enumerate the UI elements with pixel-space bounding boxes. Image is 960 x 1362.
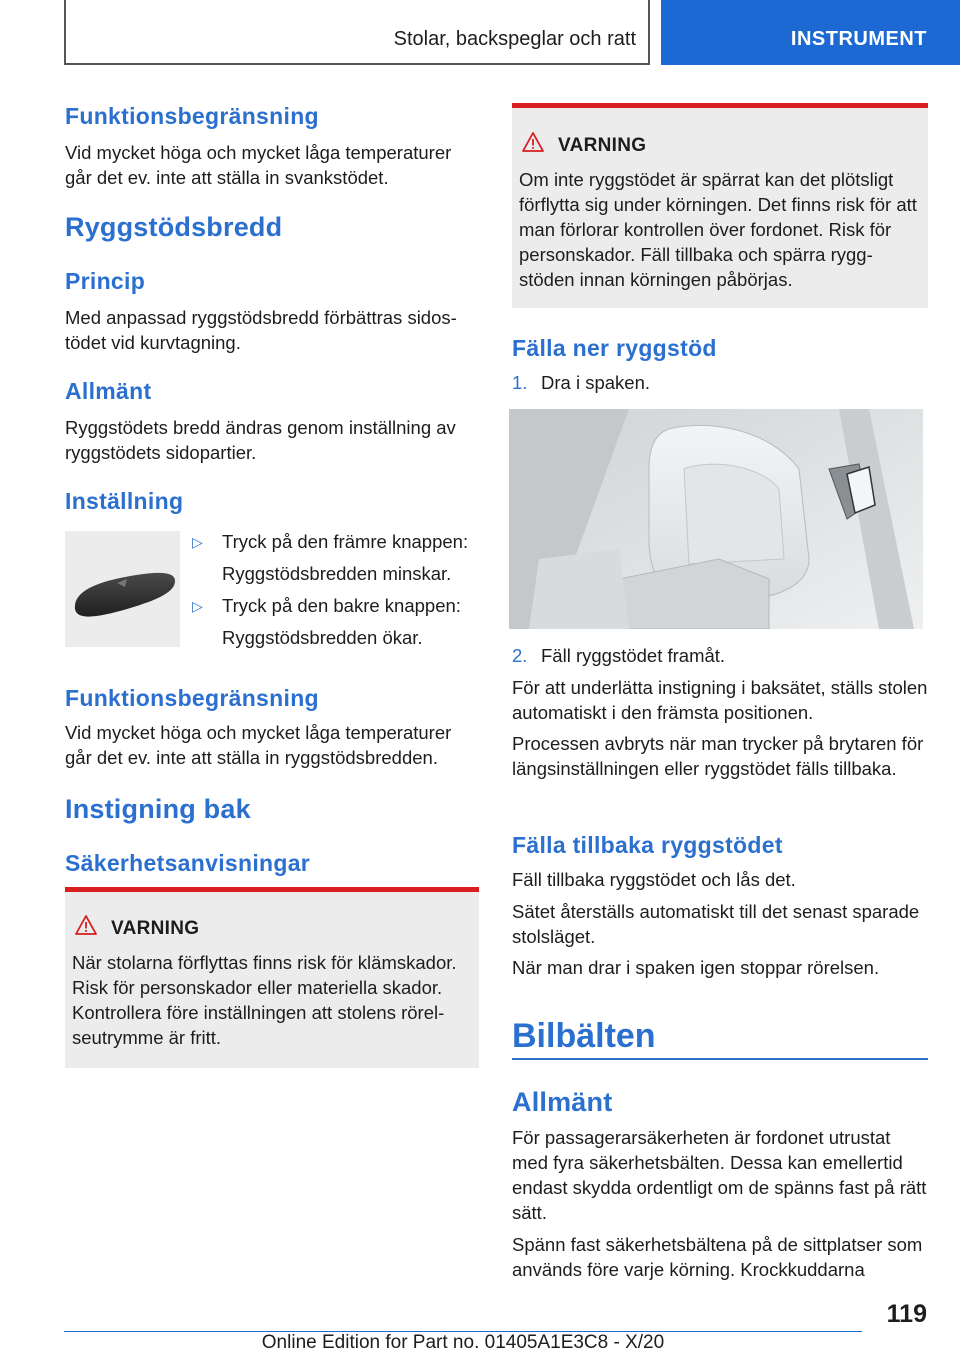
paragraph-underlatta: För att underlätta instigning i baksätet, ställs stolen automatiskt i den främsta positionen. — [512, 677, 928, 723]
heading-installning: Inställning — [65, 488, 184, 514]
paragraph-funktionsbegransning-1: Vid mycket höga och mycket låga temperaturer går det ev. inte att ställa in svankstödet. — [65, 142, 452, 188]
step-number: 1. — [512, 372, 528, 393]
heading-falla-tillbaka: Fälla tillbaka ryggstödet — [512, 832, 783, 858]
warning-box-left — [65, 887, 479, 1068]
heading-bilbalten: Bilbälten — [512, 1017, 656, 1055]
warning-box-right — [512, 103, 928, 308]
paragraph-satet: Sätet återställs automatiskt till det senast sparade stolsläget. — [512, 901, 920, 947]
heading-rule — [512, 1058, 928, 1060]
paragraph-spann: Spänn fast säkerhetsbältena på de sittplatser som används före varje körning. Krockkuddarna — [512, 1234, 923, 1280]
step-text: Fäll ryggstödet framåt. — [541, 645, 726, 666]
heading-sakerhetsanvisningar: Säkerhetsanvisningar — [65, 850, 311, 876]
backrest-width-button-illustration — [65, 531, 180, 647]
header-chapter-tab[interactable]: INSTRUMENT — [661, 0, 960, 65]
warning-title: VARNING — [558, 135, 647, 156]
rear-seat-photo — [509, 409, 923, 629]
warning-text: Om inte ryggstödet är spärrat kan det plötsligt förflytta sig under körningen. Det finns risk för att man förlorar kontrollen över fordonet. Risk för personskador. Fäll tillbaka och spärra ryggstöden innan körningen påbörjas. — [519, 169, 917, 290]
warning-triangle-icon — [75, 915, 97, 935]
heading-allmant-2: Allmänt — [512, 1087, 613, 1117]
heading-princip: Princip — [65, 268, 146, 294]
heading-allmant: Allmänt — [65, 378, 152, 404]
list-item-front-result: Ryggstödsbredden minskar. — [222, 563, 452, 584]
header-frame-bottom — [64, 63, 650, 65]
paragraph-processen: Processen avbryts när man trycker på brytaren för längsinställningen eller ryggstödet fälls tillbaka. — [512, 733, 924, 779]
heading-ryggstodsbredd: Ryggstödsbredd — [65, 212, 283, 242]
list-item-rear-button: Tryck på den bakre knappen: — [222, 595, 461, 616]
step-number: 2. — [512, 645, 528, 666]
heading-funktionsbegransning-1: Funktionsbegränsning — [65, 103, 319, 129]
step-text: Dra i spaken. — [541, 372, 650, 393]
header-frame-right — [648, 0, 650, 64]
heading-instigning-bak: Instigning bak — [65, 794, 251, 824]
warning-text: När stolarna förflyttas finns risk för klämskador. Risk för personskador eller materiella skador. Kontrollera före inställningen att stolens rörelseutrymme är fritt. — [72, 952, 457, 1048]
paragraph-fall-tillbaka: Fäll tillbaka ryggstödet och lås det. — [512, 869, 796, 890]
page-number: 119 — [886, 1300, 927, 1328]
list-item-front-button: Tryck på den främre knappen: — [222, 531, 469, 552]
warning-title: VARNING — [111, 918, 200, 939]
header-section-title: Stolar, backspeglar och ratt — [393, 28, 636, 50]
warning-triangle-icon — [522, 132, 544, 152]
paragraph-passagerar: För passagerarsäkerheten är fordonet utrustat med fyra säkerhetsbälten. Dessa kan emellertid endast skydda ordentligt om de spänns fast på rätt sätt. — [512, 1127, 927, 1223]
paragraph-princip: Med anpassad ryggstödsbredd förbättras sidostödet vid kurvtagning. — [65, 307, 457, 353]
paragraph-spaken: När man drar i spaken igen stoppar rörelsen. — [512, 957, 880, 978]
bullet-triangle-icon: ▷ — [192, 534, 203, 550]
backrest-width-button-image — [65, 531, 180, 647]
footer-edition[interactable]: Online Edition for Part no. 01405A1E3C8 - X/20 — [261, 1332, 665, 1353]
list-item-rear-result: Ryggstödsbredden ökar. — [222, 627, 423, 648]
bullet-triangle-icon: ▷ — [192, 598, 203, 614]
heading-falla-ner-ryggstod: Fälla ner ryggstöd — [512, 335, 717, 361]
paragraph-allmant: Ryggstödets bredd ändras genom inställning av ryggstödets sidopartier. — [65, 417, 456, 463]
rear-seat-illustration — [509, 409, 923, 629]
paragraph-funktionsbegransning-2: Vid mycket höga och mycket låga temperaturer går det ev. inte att ställa in ryggstödsbredden. — [65, 722, 452, 768]
heading-funktionsbegransning-2: Funktionsbegränsning — [65, 685, 319, 711]
